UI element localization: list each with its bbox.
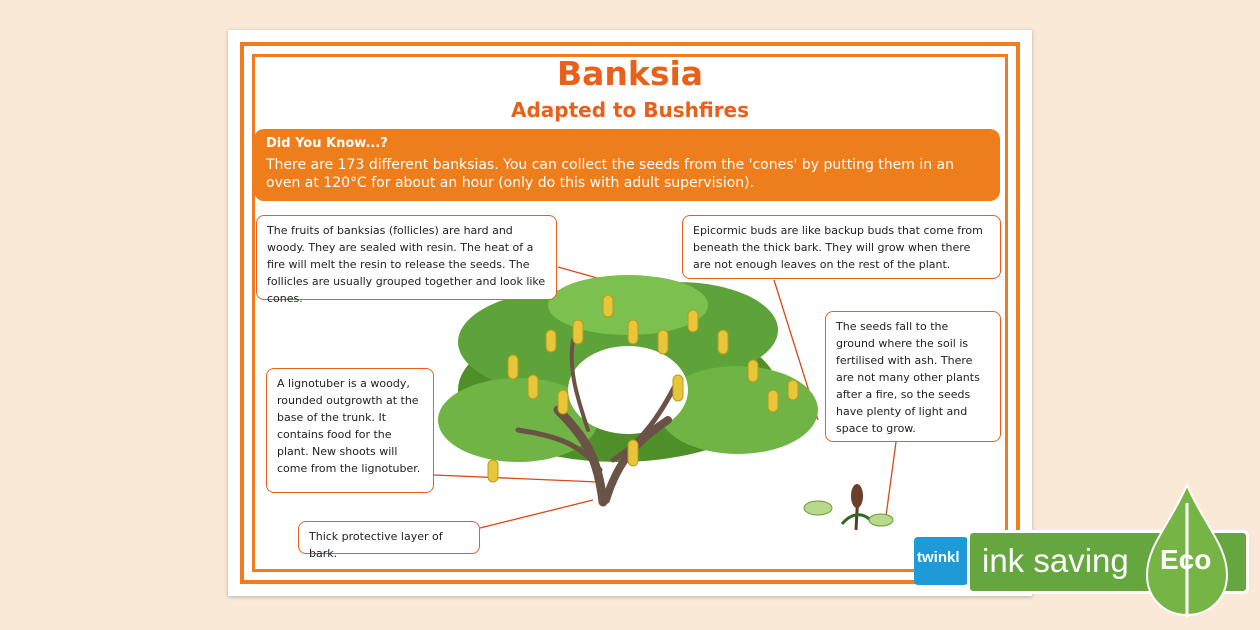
callout-fruits: The fruits of banksias (follicles) are hard and woody. They are sealed with resin. The heat of a fire will melt the resin to release the seeds. The follicles are usually grouped together and look like cones. bbox=[256, 215, 557, 300]
callout-lignotuber: A lignotuber is a woody, rounded outgrowth at the base of the trunk. It contains food for the plant. New shoots will come from the lignotuber. bbox=[266, 368, 434, 493]
eco-badge-text: ink saving bbox=[982, 542, 1129, 579]
poster-title: Banksia bbox=[556, 54, 704, 93]
eco-label: Eco bbox=[1160, 544, 1212, 575]
poster-subtitle: Adapted to Bushfires bbox=[510, 98, 750, 122]
callout-seeds: The seeds fall to the ground where the soil is fertilised with ash. There are not many other plants after a fire, so the seeds have plenty of light and space to grow. bbox=[825, 311, 1001, 442]
did-you-know-heading: Did You Know...? bbox=[266, 136, 388, 151]
twinkl-logo-text: twinkl bbox=[917, 549, 960, 566]
seedling bbox=[804, 484, 893, 530]
callout-epicormic-buds: Epicormic buds are like backup buds that come from beneath the thick bark. They will grow when there are not enough leaves on the rest of the plant. bbox=[682, 215, 1001, 279]
poster-sheet bbox=[228, 30, 1032, 596]
twinkl-logo bbox=[914, 537, 968, 585]
callout-bark: Thick protective layer of bark. bbox=[298, 521, 480, 554]
did-you-know-text: There are 173 different banksias. You can collect the seeds from the 'cones' by putting them in an oven at 120°C for about an hour (only do this with adult supervision). bbox=[266, 157, 955, 191]
tree-canopy bbox=[438, 275, 818, 462]
